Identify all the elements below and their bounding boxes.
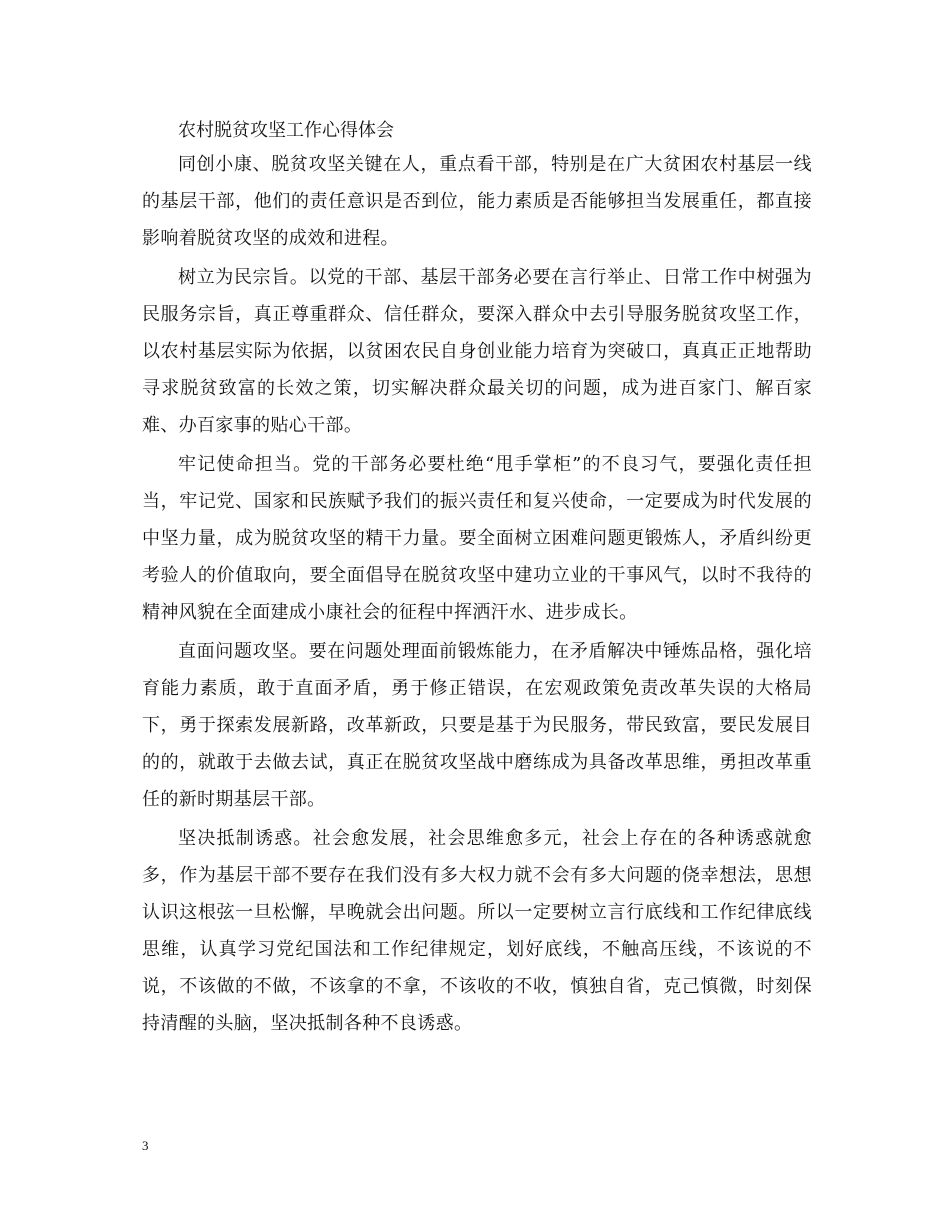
paragraph-problems: 直面问题攻坚。要在问题处理面前锻炼能力，在矛盾解决中锤炼品格，强化培育能力素质，敢于直面矛盾，勇于修正错误，在宏观政策免责改革失误的大格局下，勇于探索发展新路，改革新政，只要是基于为民服务，带民致富，要民发展目的的，就敢于去做去试，真正在脱贫攻坚战中磨练成为具备改革思维，勇担改革重任的新时期基层干部。 xyxy=(142,641,812,810)
paragraph-people-centered: 树立为民宗旨。以党的干部、基层干部务必要在言行举止、日常工作中树强为民服务宗旨，真正尊重群众、信任群众，要深入群众中去引导服务脱贫攻坚工作，以农村基层实际为依据，以贫困农民自身创业能力培育为突破口，真真正正地帮助寻求脱贫致富的长效之策，切实解决群众最关切的问题，成为进百家门、解百家难、办百家事的贴心干部。 xyxy=(142,267,812,436)
paragraph-mission: 牢记使命担当。党的干部务必要杜绝“甩手掌柜”的不良习气，要强化责任担当，牢记党、国家和民族赋予我们的振兴责任和复兴使命，一定要成为时代发展的中坚力量，成为脱贫攻坚的精干力量。要全面树立困难问题更锻炼人，矛盾纠纷更考验人的价值取向，要全面倡导在脱贫攻坚中建功立业的干事风气，以时不我待的精神风貌在全面建成小康社会的征程中挥洒汗水、进步成长。 xyxy=(142,454,812,623)
paragraph-intro: 同创小康、脱贫攻坚关键在人，重点看干部，特别是在广大贫困农村基层一线的基层干部，他们的责任意识是否到位，能力素质是否能够担当发展重任，都直接影响着脱贫攻坚的成效和进程。 xyxy=(142,154,812,249)
document-title: 农村脱贫攻坚工作心得体会 xyxy=(178,120,394,141)
page-number: 3 xyxy=(142,1138,149,1153)
document-body xyxy=(142,116,812,1044)
paragraph-temptation: 坚决抵制诱惑。社会愈发展，社会思维愈多元，社会上存在的各种诱惑就愈多，作为基层干部不要存在我们没有多大权力就不会有多大问题的侥幸想法，思想认识这根弦一旦松懈，早晚就会出问题。所以一定要树立言行底线和工作纪律底线思维，认真学习党纪国法和工作纪律规定，划好底线，不触高压线，不该说的不说，不该做的不做，不该拿的不拿，不该收的不收，慎独自省，克己慎微，时刻保持清醒的头脑，坚决抵制各种不良诱惑。 xyxy=(142,828,812,1034)
